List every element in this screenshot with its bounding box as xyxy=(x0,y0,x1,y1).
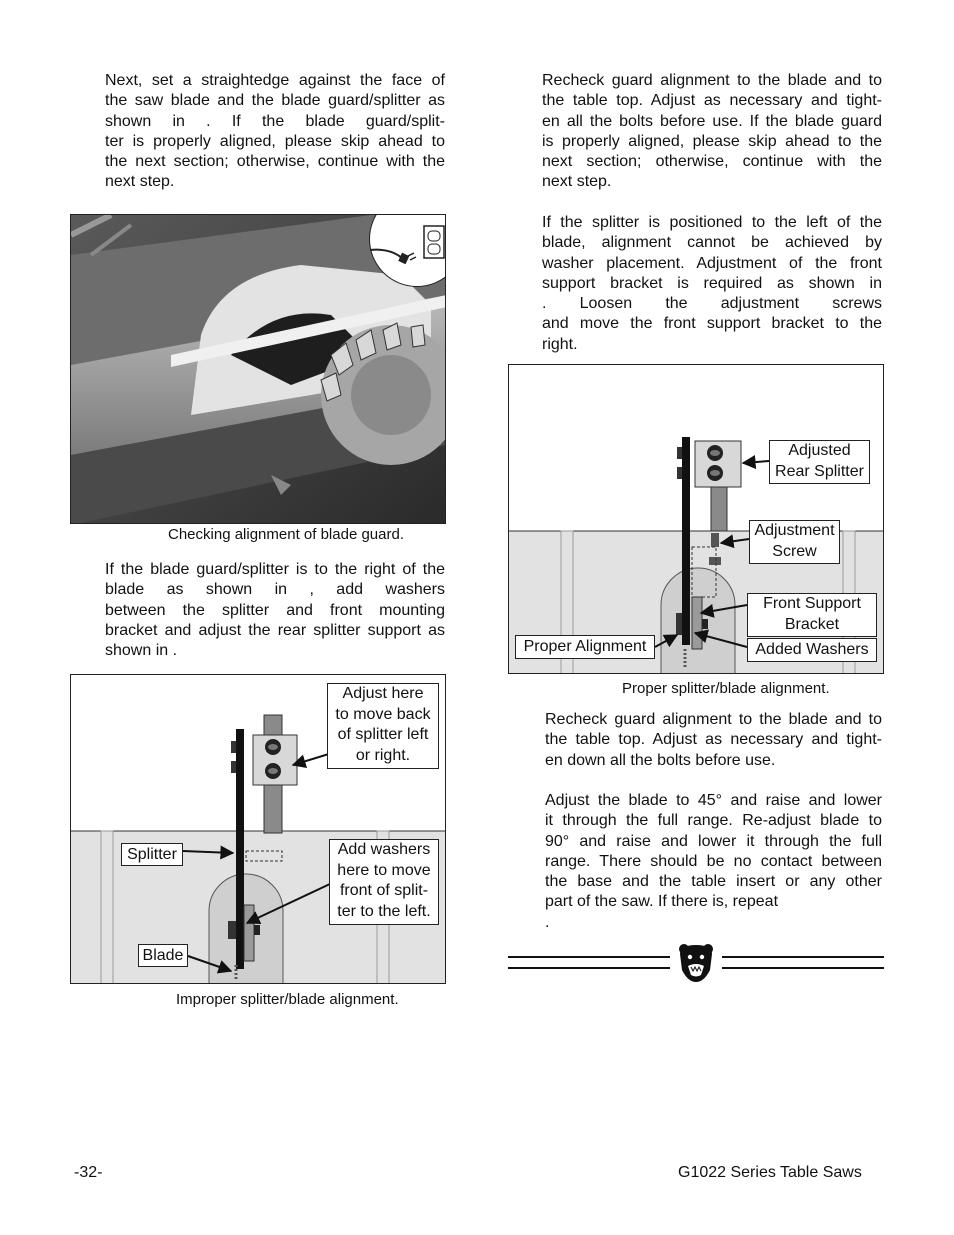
page-number: -32- xyxy=(74,1164,103,1181)
callout-front-support-bracket: Front Support Bracket xyxy=(747,593,877,637)
section-end-divider xyxy=(508,940,884,986)
right-para-4: Adjust the blade to 45° and raise and lower it through the full range. Re-adjust blade to 90° and raise and lower it through the full range. There should be no contact between the base and the table insert or any other part of the saw. If there is, repeat . xyxy=(545,792,882,931)
blade-guard-photo xyxy=(70,214,446,524)
right-para-2: If the splitter is positioned to the left of the blade, alignment cannot be achieved by washer placement. Adjustment of the front support bracket is required as shown in . Loosen the adjustment screws and move the front support bracket to the right. xyxy=(542,214,882,353)
left-para-1: Next, set a straightedge against the face of the saw blade and the blade guard/splitter as shown in . If the blade guard/split- ter is properly aligned, please skip ahead to the next section; otherwise, continue with the next step. xyxy=(105,72,445,191)
label-blade: Blade xyxy=(138,944,188,967)
callout-adjust-here: Adjust here to move back of splitter left or right. xyxy=(327,683,439,769)
right-para-1: Recheck guard alignment to the blade and to the table top. Adjust as necessary and tight- en all the bolts before use. If the blade guard is properly aligned, please skip ahead to the next section; otherwise, continue with the next step. xyxy=(542,72,882,191)
proper-alignment-diagram xyxy=(508,364,884,674)
callout-added-washers: Added Washers xyxy=(747,638,877,662)
figure2-caption: Improper splitter/blade alignment. xyxy=(176,991,399,1008)
label-proper-alignment: Proper Alignment xyxy=(515,635,655,659)
left-para-2: If the blade guard/splitter is to the right of the blade as shown in , add washers between the splitter and front mounting bracket and adjust the rear splitter support as shown in . xyxy=(105,561,445,660)
callout-adjustment-screw: Adjustment Screw xyxy=(749,520,840,564)
improper-alignment-diagram xyxy=(70,674,446,984)
right-para-3: Recheck guard alignment to the blade and to the table top. Adjust as necessary and tight- en down all the bolts before use. xyxy=(545,711,882,769)
callout-add-washers: Add washers here to move front of split- ter to the left. xyxy=(329,839,439,925)
unplug-icon xyxy=(369,214,446,287)
bear-logo-icon xyxy=(676,942,716,984)
figure3-caption: Proper splitter/blade alignment. xyxy=(622,680,830,697)
figure1-caption: Checking alignment of blade guard. xyxy=(168,526,404,543)
doc-title: G1022 Series Table Saws xyxy=(678,1164,862,1181)
callout-adjusted-rear-splitter: Adjusted Rear Splitter xyxy=(769,440,870,484)
label-splitter: Splitter xyxy=(121,843,183,866)
